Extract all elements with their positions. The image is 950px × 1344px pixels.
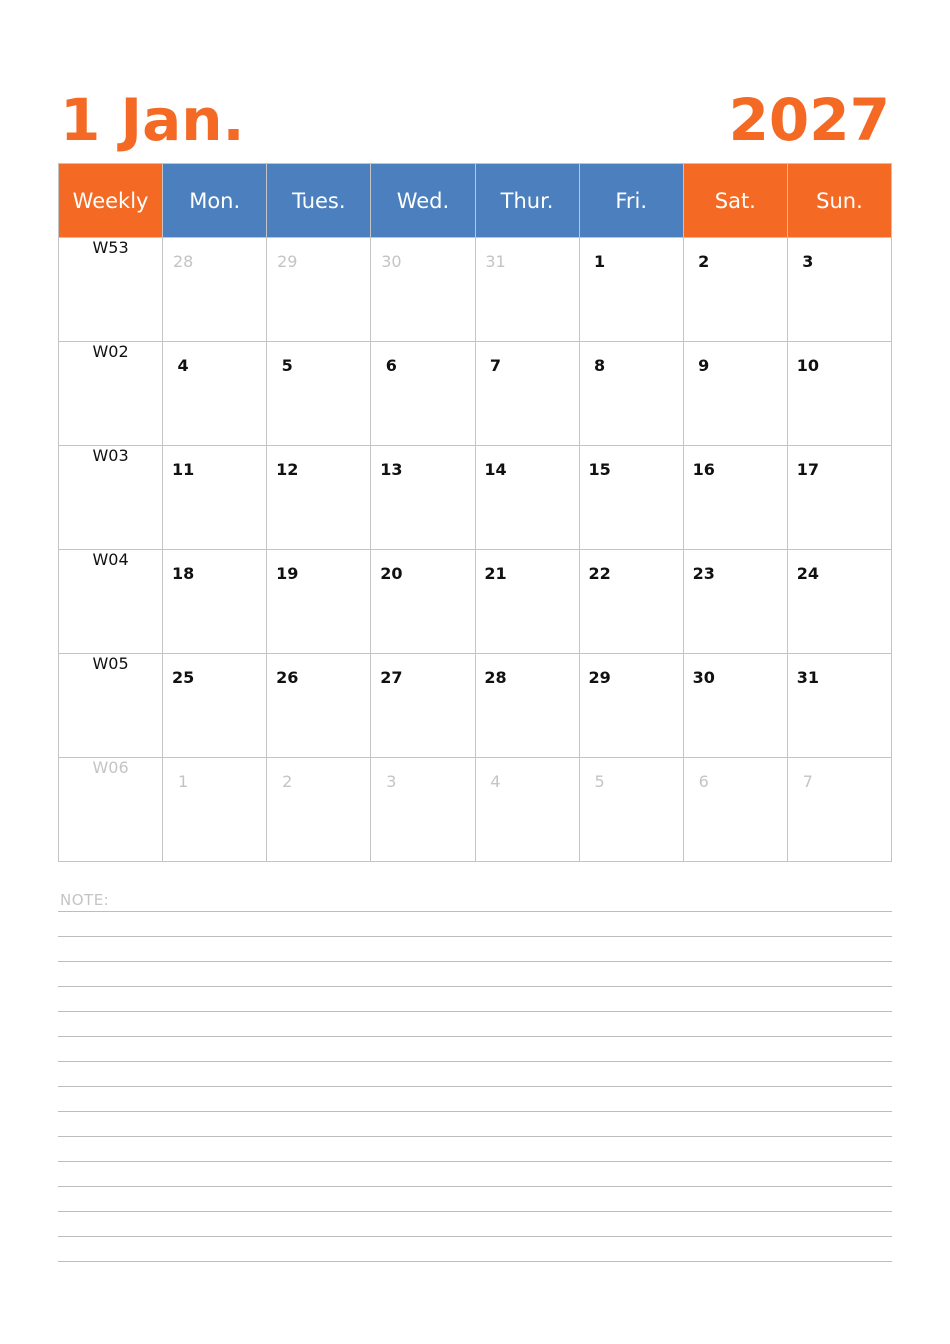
note-line[interactable] — [58, 1161, 892, 1186]
day-number: 10 — [796, 356, 819, 375]
day-cell — [787, 550, 891, 654]
week-number: W53 — [59, 238, 163, 342]
day-number: 23 — [692, 564, 715, 583]
week-row — [59, 758, 892, 862]
day-number: 7 — [802, 772, 813, 791]
day-number: 7 — [489, 356, 502, 375]
day-number: 3 — [386, 772, 397, 791]
header-friday: Fri. — [579, 164, 683, 238]
notes-label: NOTE: — [60, 891, 110, 909]
day-cell — [371, 550, 475, 654]
day-cell-other-month — [371, 238, 475, 342]
day-number: 3 — [802, 252, 814, 271]
week-number: W02 — [59, 342, 163, 446]
week-number-other-month: W06 — [59, 758, 163, 862]
day-cell — [371, 446, 475, 550]
day-cell — [787, 654, 891, 758]
day-cell — [163, 654, 267, 758]
day-number: 30 — [692, 668, 715, 687]
note-line[interactable] — [58, 1111, 892, 1136]
day-number: 1 — [594, 252, 606, 271]
header-sunday: Sun. — [787, 164, 891, 238]
day-number: 25 — [171, 668, 195, 687]
day-number: 31 — [485, 252, 506, 271]
day-cell-other-month — [579, 758, 683, 862]
day-cell — [787, 238, 891, 342]
day-number: 24 — [796, 564, 819, 583]
day-number: 5 — [594, 772, 605, 791]
day-cell — [579, 550, 683, 654]
day-number: 30 — [381, 252, 402, 271]
day-cell — [683, 342, 787, 446]
day-cell-other-month — [475, 758, 579, 862]
week-number: W03 — [59, 446, 163, 550]
day-cell — [683, 446, 787, 550]
note-line[interactable] — [58, 1086, 892, 1111]
day-cell — [163, 342, 267, 446]
day-number: 31 — [796, 668, 819, 687]
header-saturday: Sat. — [683, 164, 787, 238]
day-number: 5 — [281, 356, 293, 375]
day-cell — [579, 342, 683, 446]
day-cell — [475, 446, 579, 550]
note-line[interactable] — [58, 1236, 892, 1261]
day-cell-other-month — [163, 758, 267, 862]
day-cell-other-month — [787, 758, 891, 862]
week-row — [59, 446, 892, 550]
week-row — [59, 238, 892, 342]
note-line[interactable] — [58, 961, 892, 986]
day-cell — [163, 446, 267, 550]
day-number: 2 — [282, 772, 293, 791]
week-row — [59, 654, 892, 758]
day-cell-other-month — [267, 758, 371, 862]
day-number: 26 — [276, 668, 299, 687]
day-cell — [267, 550, 371, 654]
day-number: 21 — [484, 564, 507, 583]
day-cell — [475, 654, 579, 758]
day-cell — [475, 342, 579, 446]
day-number: 29 — [588, 668, 611, 687]
day-number: 13 — [380, 460, 403, 479]
day-number: 6 — [698, 772, 709, 791]
header-thursday: Thur. — [475, 164, 579, 238]
week-number: W04 — [59, 550, 163, 654]
note-line[interactable] — [58, 1186, 892, 1211]
note-line[interactable] — [58, 911, 892, 936]
day-number: 29 — [277, 252, 298, 271]
day-cell-other-month — [371, 758, 475, 862]
notes-lines-area[interactable] — [58, 911, 892, 1262]
day-number: 9 — [698, 356, 710, 375]
note-line[interactable] — [58, 1136, 892, 1161]
day-number: 2 — [698, 252, 710, 271]
day-cell — [371, 654, 475, 758]
day-cell — [267, 446, 371, 550]
day-number: 15 — [588, 460, 611, 479]
note-line[interactable] — [58, 1261, 892, 1262]
day-cell-other-month — [163, 238, 267, 342]
day-cell-other-month — [267, 238, 371, 342]
note-line[interactable] — [58, 1211, 892, 1236]
note-line[interactable] — [58, 1011, 892, 1036]
note-line[interactable] — [58, 986, 892, 1011]
day-number: 6 — [385, 356, 397, 375]
day-number: 20 — [380, 564, 403, 583]
day-cell — [371, 342, 475, 446]
day-cell — [267, 342, 371, 446]
day-number: 4 — [177, 356, 189, 375]
day-number: 28 — [484, 668, 507, 687]
weekday-header-row — [59, 164, 892, 238]
day-cell — [163, 550, 267, 654]
day-cell — [579, 446, 683, 550]
day-cell — [267, 654, 371, 758]
day-cell — [579, 238, 683, 342]
day-number: 12 — [276, 460, 299, 479]
header-monday: Mon. — [163, 164, 267, 238]
day-number: 19 — [276, 564, 299, 583]
day-cell — [475, 550, 579, 654]
day-cell — [683, 550, 787, 654]
day-cell — [579, 654, 683, 758]
day-cell — [787, 342, 891, 446]
day-number: 4 — [490, 772, 501, 791]
day-cell — [787, 446, 891, 550]
day-number: 27 — [380, 668, 403, 687]
day-cell-other-month — [475, 238, 579, 342]
header-tuesday: Tues. — [267, 164, 371, 238]
calendar-month-title: 1 Jan. — [60, 86, 245, 154]
note-line[interactable] — [58, 936, 892, 961]
header-weekly: Weekly — [59, 164, 163, 238]
day-number: 14 — [484, 460, 507, 479]
week-row — [59, 342, 892, 446]
day-number: 8 — [594, 356, 606, 375]
day-number: 16 — [692, 460, 715, 479]
day-cell-other-month — [683, 758, 787, 862]
day-number: 28 — [172, 252, 194, 271]
day-number: 11 — [171, 460, 195, 479]
week-row — [59, 550, 892, 654]
calendar-year-title: 2027 — [728, 86, 890, 154]
header-wednesday: Wed. — [371, 164, 475, 238]
month-calendar-grid — [58, 163, 892, 862]
note-line[interactable] — [58, 1061, 892, 1086]
day-number: 22 — [588, 564, 611, 583]
note-line[interactable] — [58, 1036, 892, 1061]
week-number: W05 — [59, 654, 163, 758]
day-number: 1 — [178, 772, 189, 791]
day-cell — [683, 654, 787, 758]
day-cell — [683, 238, 787, 342]
day-number: 17 — [796, 460, 819, 479]
day-number: 18 — [171, 564, 195, 583]
